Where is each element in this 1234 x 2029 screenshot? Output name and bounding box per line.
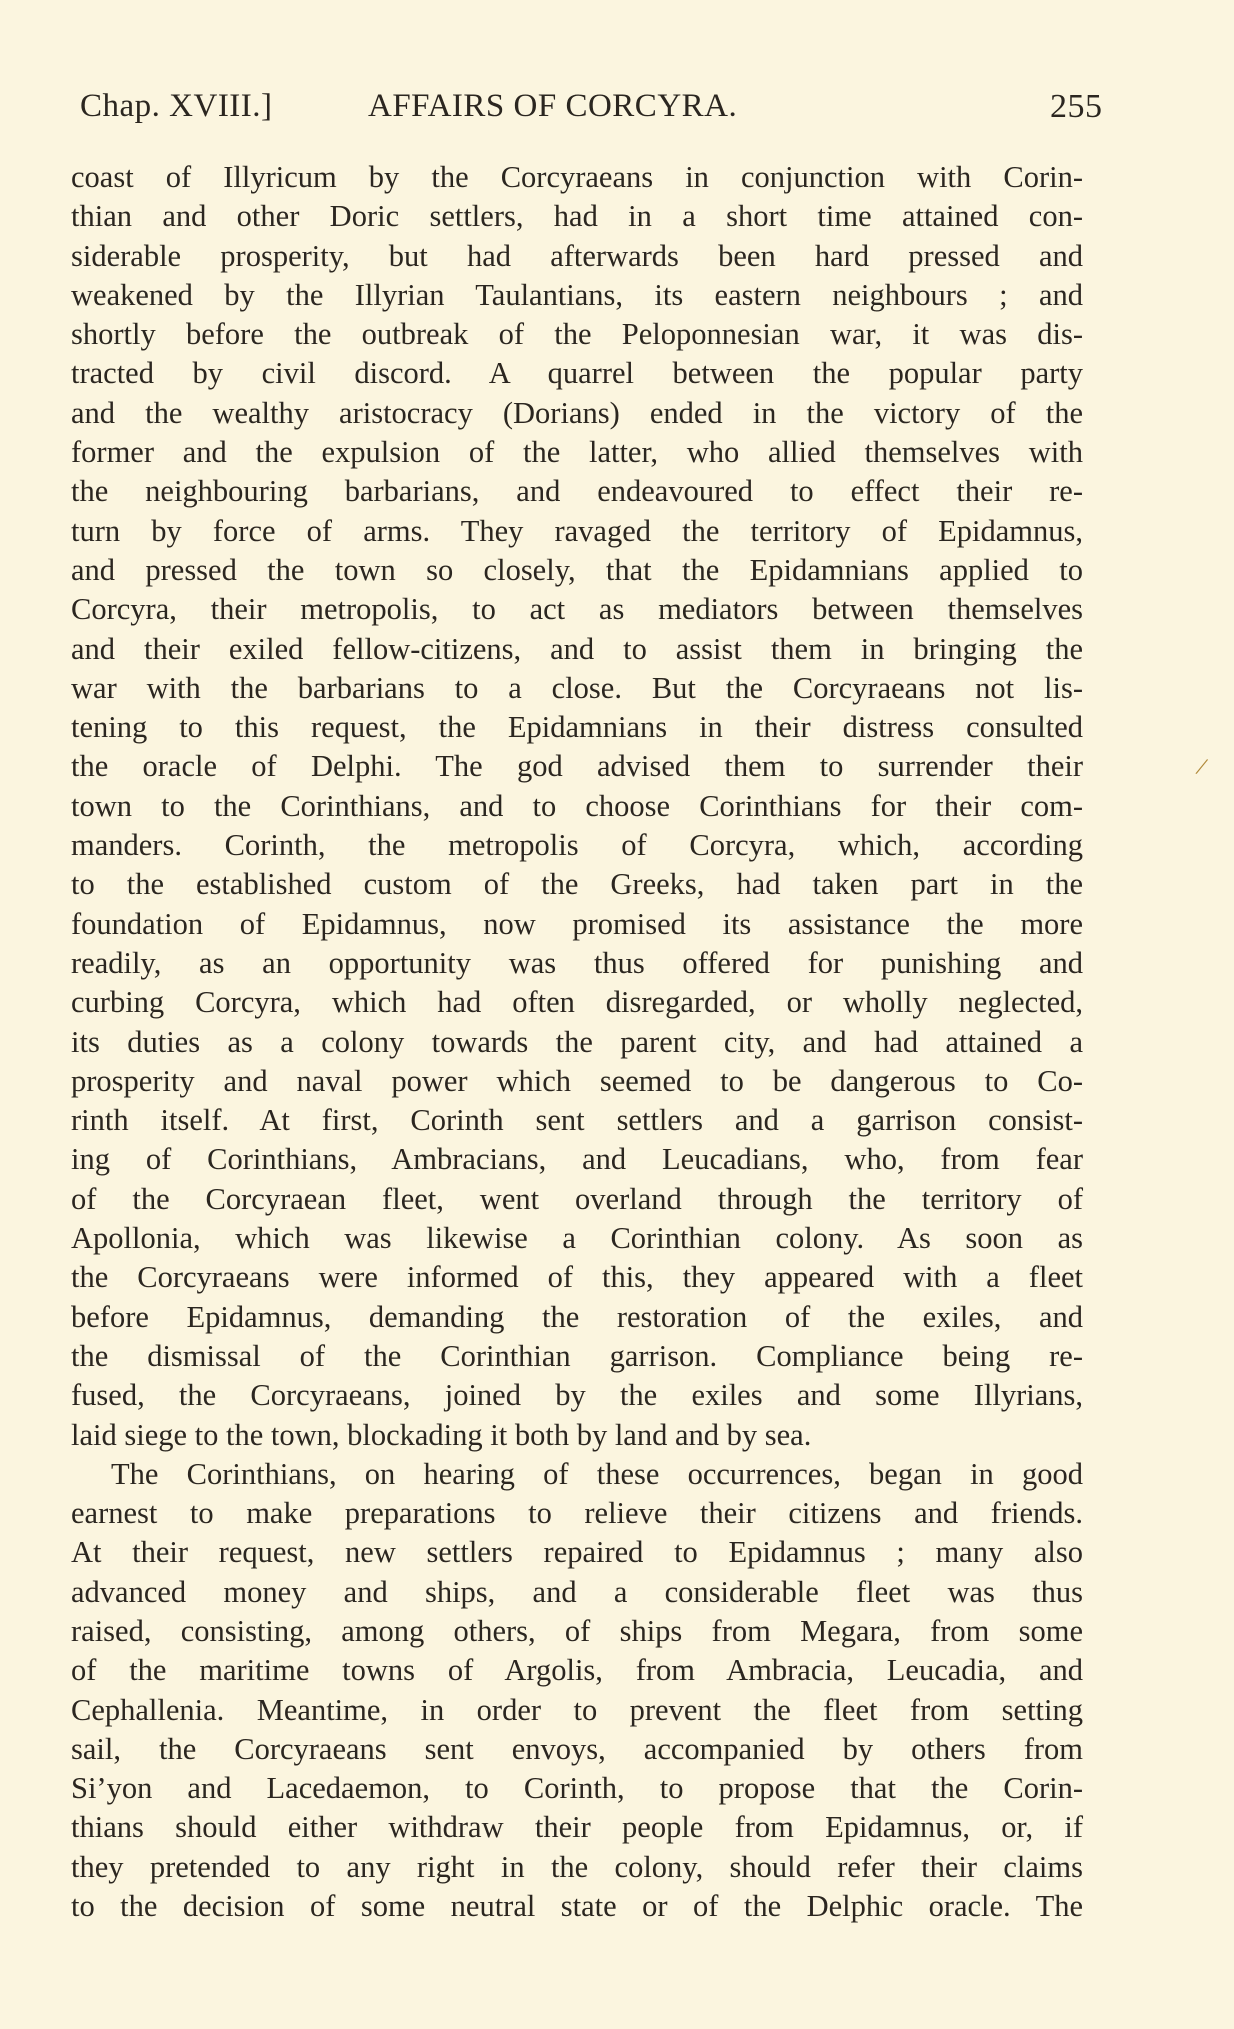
text-line: thian and other Doric settlers, had in a short time attained con- (71, 199, 1083, 234)
page-number: 255 (1050, 88, 1103, 125)
text-line: rinth itself. At first, Corinth sent settlers and a garrison consist- (71, 1103, 1083, 1138)
text-line: readily, as an opportunity was thus offered for punishing and (71, 945, 1083, 980)
body-text (71, 158, 1083, 1926)
text-line: weakened by the Illyrian Taulantians, its eastern neighbours ; and (71, 277, 1083, 312)
text-line: earnest to make preparations to relieve their citizens and friends. (71, 1496, 1083, 1531)
text-line: the neighbouring barbarians, and endeavoured to effect their re- (71, 474, 1083, 509)
text-line: curbing Corcyra, which had often disregarded, or wholly neglected, (71, 985, 1083, 1020)
text-line: ing of Corinthians, Ambracians, and Leucadians, who, from fear (71, 1142, 1083, 1177)
text-line: tening to this request, the Epidamnians in their distress consulted (71, 710, 1083, 745)
text-line: former and the expulsion of the latter, who allied themselves with (71, 435, 1083, 470)
text-line: shortly before the outbreak of the Peloponnesian war, it was dis- (71, 317, 1083, 352)
text-line: sail, the Corcyraeans sent envoys, accompanied by others from (71, 1731, 1083, 1766)
text-line: war with the barbarians to a close. But the Corcyraeans not lis- (71, 670, 1083, 705)
text-line: the Corcyraeans were informed of this, they appeared with a fleet (71, 1260, 1083, 1295)
text-line: they pretended to any right in the colony, should refer their claims (71, 1849, 1083, 1884)
text-line: At their request, new settlers repaired to Epidamnus ; many also (71, 1535, 1083, 1570)
text-line: Cephallenia. Meantime, in order to prevent the fleet from setting (71, 1692, 1083, 1727)
text-line: Corcyra, their metropolis, to act as mediators between themselves (71, 592, 1083, 627)
text-line: to the decision of some neutral state or of the Delphic oracle. The (71, 1889, 1083, 1924)
running-head-chapter: Chap. XVIII.] (80, 88, 273, 124)
text-line: Apollonia, which was likewise a Corinthian colony. As soon as (71, 1221, 1083, 1256)
text-line: siderable prosperity, but had afterwards been hard pressed and (71, 238, 1083, 273)
text-line: tracted by civil discord. A quarrel between the popular party (71, 356, 1083, 391)
text-line: the oracle of Delphi. The god advised them to surrender their (71, 749, 1083, 784)
text-line: of the maritime towns of Argolis, from Ambracia, Leucadia, and (71, 1653, 1083, 1688)
text-line: before Epidamnus, demanding the restoration of the exiles, and (71, 1299, 1083, 1334)
text-line: coast of Illyricum by the Corcyraeans in conjunction with Corin- (71, 160, 1083, 194)
text-line: and the wealthy aristocracy (Dorians) ended in the victory of the (71, 395, 1083, 430)
text-line: and pressed the town so closely, that the Epidamnians applied to (71, 552, 1083, 587)
text-line: fused, the Corcyraeans, joined by the exiles and some Illyrians, (71, 1378, 1083, 1413)
running-head-title: AFFAIRS OF CORCYRA. (368, 88, 738, 124)
text-line: Si’yon and Lacedaemon, to Corinth, to propose that the Corin- (71, 1771, 1083, 1806)
text-line: manders. Corinth, the metropolis of Corcyra, which, according (71, 828, 1083, 863)
text-line: laid siege to the town, blockading it both by land and by sea. (71, 1417, 812, 1452)
text-line: The Corinthians, on hearing of these occurrences, began in good (111, 1456, 1083, 1491)
text-line: raised, consisting, among others, of ships from Megara, from some (71, 1613, 1083, 1648)
text-line: to the established custom of the Greeks, had taken part in the (71, 867, 1083, 902)
text-line: turn by force of arms. They ravaged the territory of Epidamnus, (71, 513, 1083, 548)
text-line: foundation of Epidamnus, now promised its assistance the more (71, 906, 1083, 941)
text-line: of the Corcyraean fleet, went overland through the territory of (71, 1181, 1083, 1216)
text-line: its duties as a colony towards the parent city, and had attained a (71, 1024, 1083, 1059)
text-line: and their exiled fellow-citizens, and to assist them in bringing the (71, 631, 1083, 666)
margin-pencil-mark-icon: / (1193, 751, 1211, 782)
text-line: prosperity and naval power which seemed to be dangerous to Co- (71, 1063, 1083, 1098)
text-line: town to the Corinthians, and to choose Corinthians for their com- (71, 788, 1083, 823)
text-line: thians should either withdraw their people from Epidamnus, or, if (71, 1810, 1083, 1845)
text-line: the dismissal of the Corinthian garrison. Compliance being re- (71, 1338, 1083, 1373)
text-line: advanced money and ships, and a considerable fleet was thus (71, 1574, 1083, 1609)
